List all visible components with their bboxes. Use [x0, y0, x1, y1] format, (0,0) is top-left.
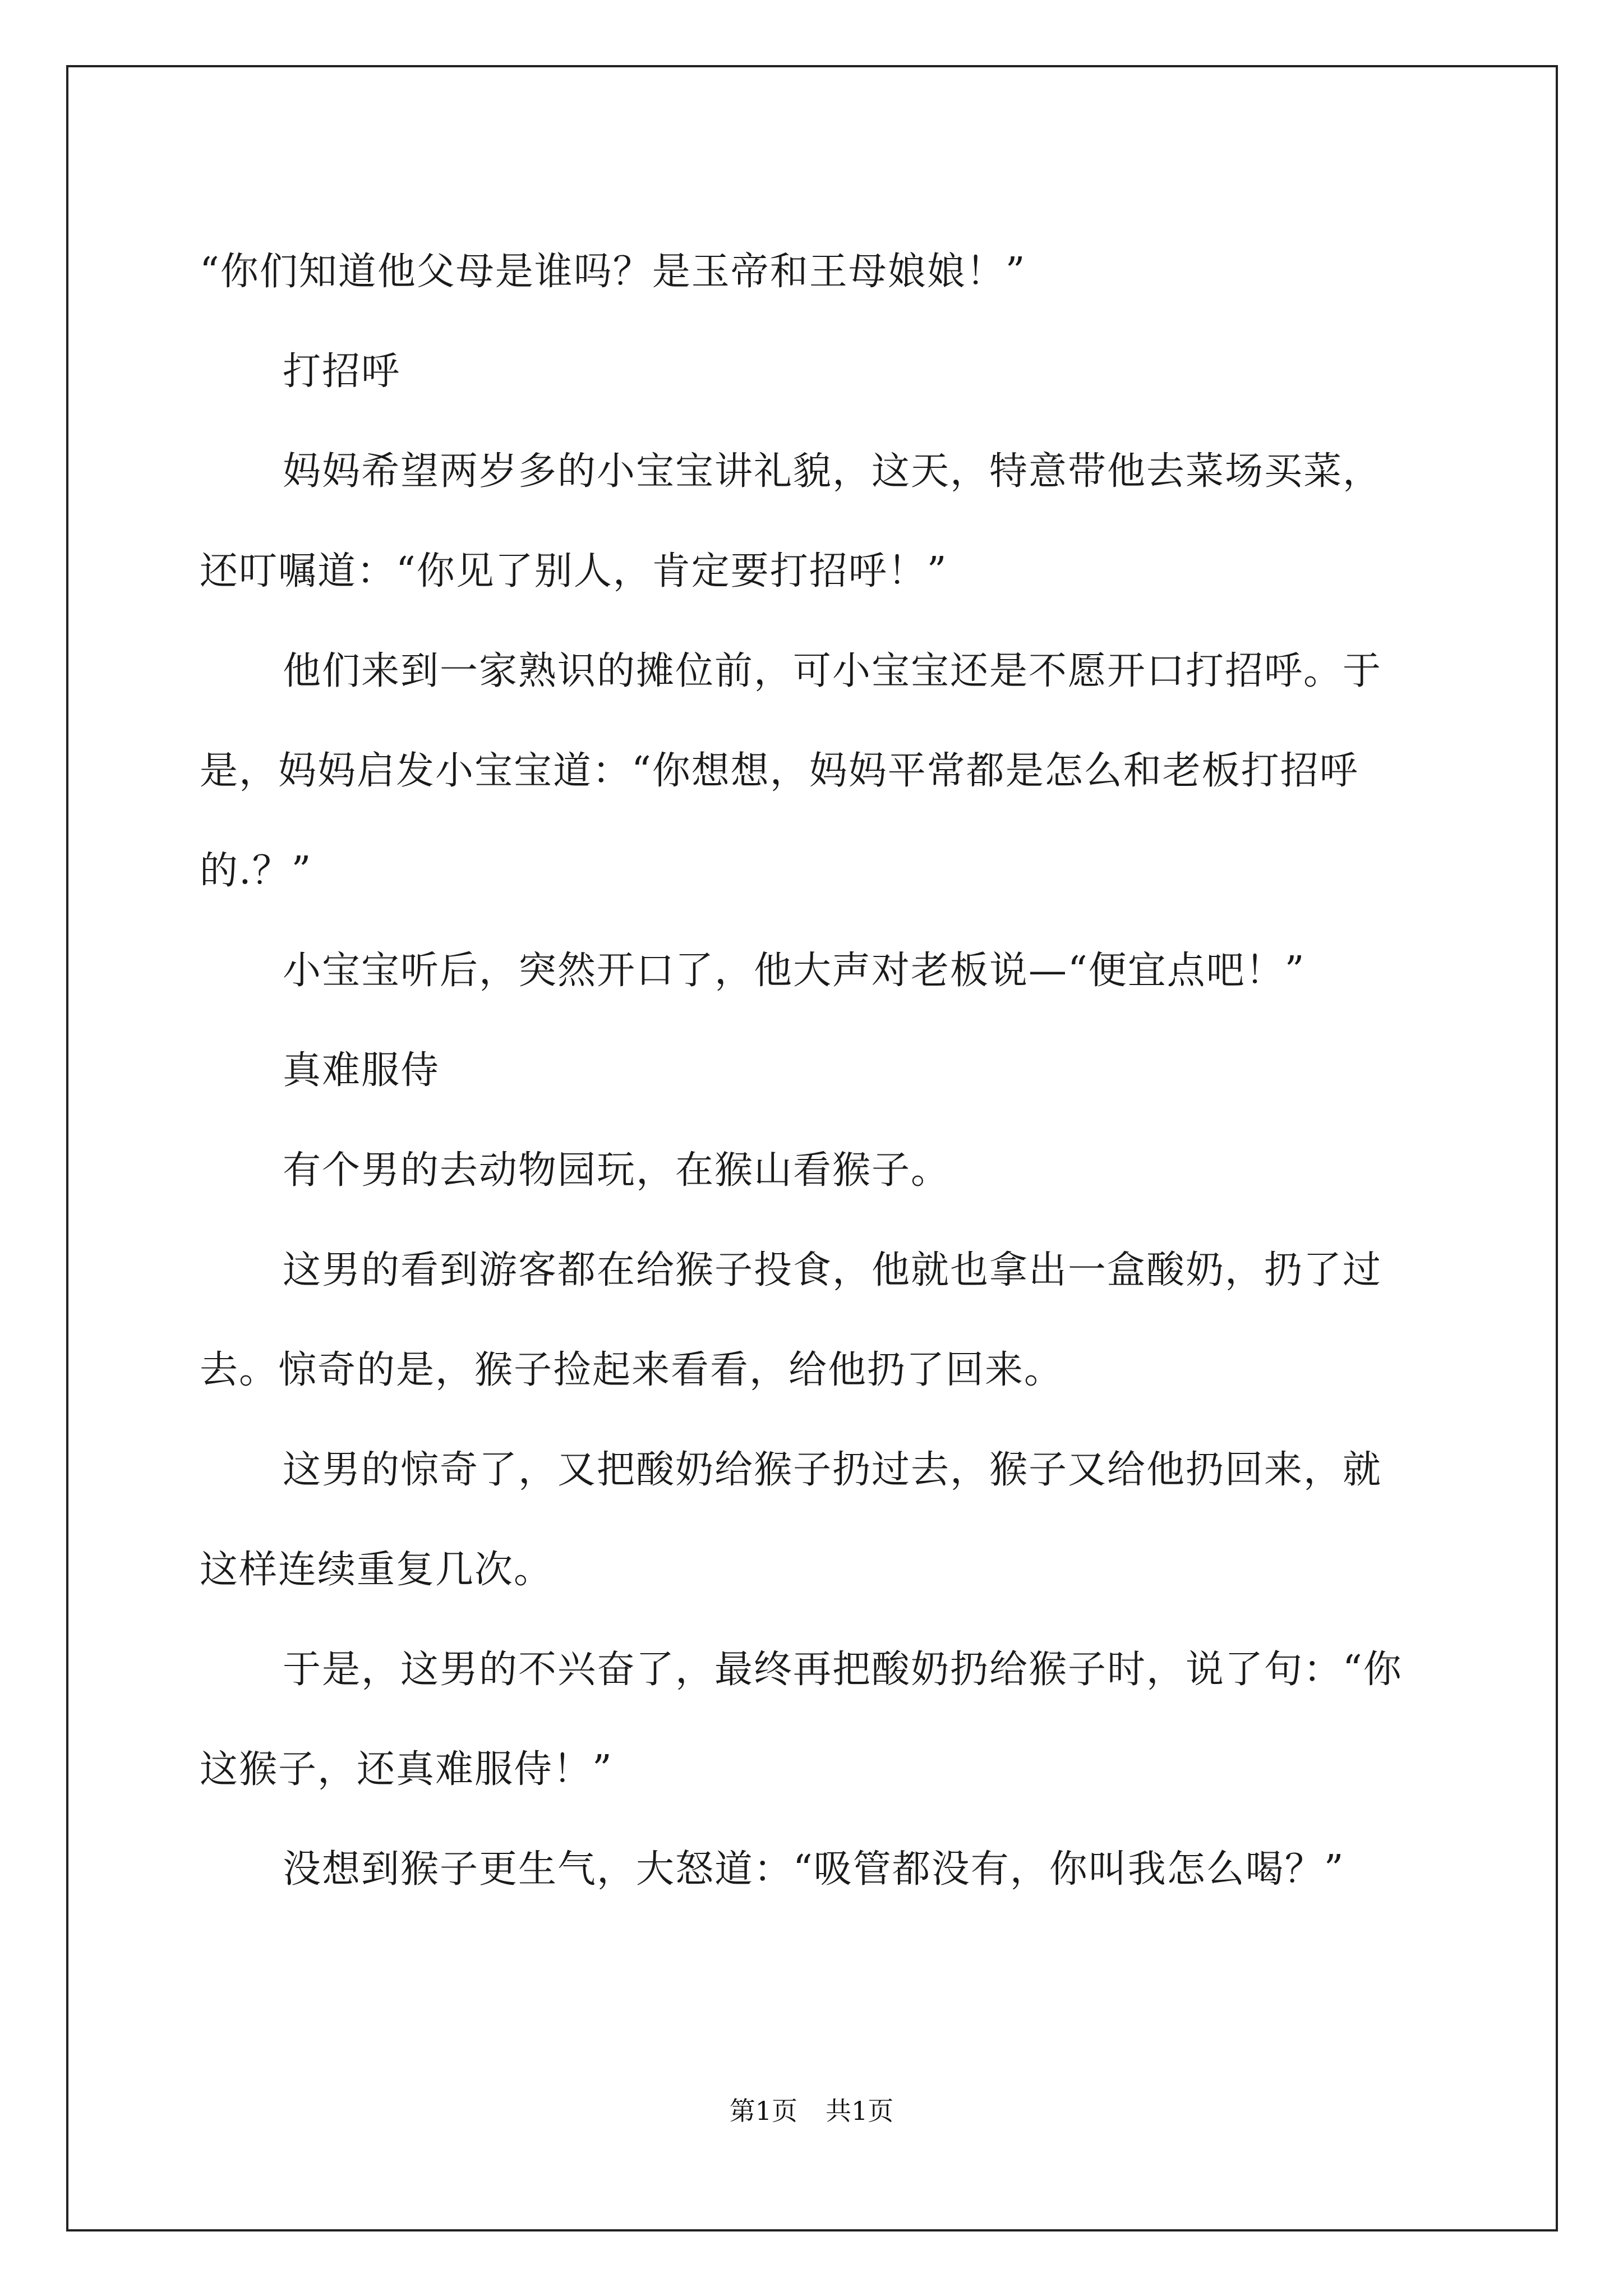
paragraph-line: 这男的看到游客都在给猴子投食，他就也拿出一盒酸奶，扔了过 [283, 1248, 1382, 1292]
paragraph-line: 去。惊奇的是，猴子捡起来看看，给他扔了回来。 [200, 1348, 1064, 1392]
page-footer [0, 2094, 1623, 2128]
paragraph-line: “你们知道他父母是谁吗？是玉帝和王母娘娘！” [200, 250, 1026, 294]
paragraph-line: 没想到猴子更生气，大怒道：“吸管都没有，你叫我怎么喝？” [283, 1847, 1345, 1892]
paragraph-line: 这男的惊奇了，又把酸奶给猴子扔过去，猴子又给他扔回来，就 [283, 1448, 1382, 1492]
paragraph-line: 这猴子，还真难服侍！” [200, 1747, 613, 1792]
paragraph-line: 这样连续重复几次。 [200, 1548, 554, 1592]
section-heading: 打招呼 [283, 349, 401, 394]
paragraph-line: 妈妈希望两岁多的小宝宝讲礼貌，这天，特意带他去菜场买菜， [283, 449, 1382, 494]
paragraph-line: 的.？” [200, 849, 312, 893]
paragraph-line: 有个男的去动物园玩，在猴山看猴子。 [283, 1148, 951, 1193]
page-number-current: 第1页 [729, 2096, 797, 2126]
paragraph-line: 还叮嘱道：“你见了别人，肯定要打招呼！” [200, 549, 948, 593]
paragraph-line: 是，妈妈启发小宝宝道：“你想想，妈妈平常都是怎么和老板打招呼 [200, 749, 1359, 793]
paragraph-line: 于是，这男的不兴奋了，最终再把酸奶扔给猴子时，说了句：“你 [283, 1648, 1403, 1692]
paragraph-line: 他们来到一家熟识的摊位前，可小宝宝还是不愿开口打招呼。于 [283, 649, 1382, 693]
paragraph-line: 小宝宝听后，突然开口了，他大声对老板说—“便宜点吧！” [283, 949, 1306, 993]
page-number-total: 共1页 [826, 2096, 894, 2126]
section-heading: 真难服侍 [283, 1048, 440, 1093]
